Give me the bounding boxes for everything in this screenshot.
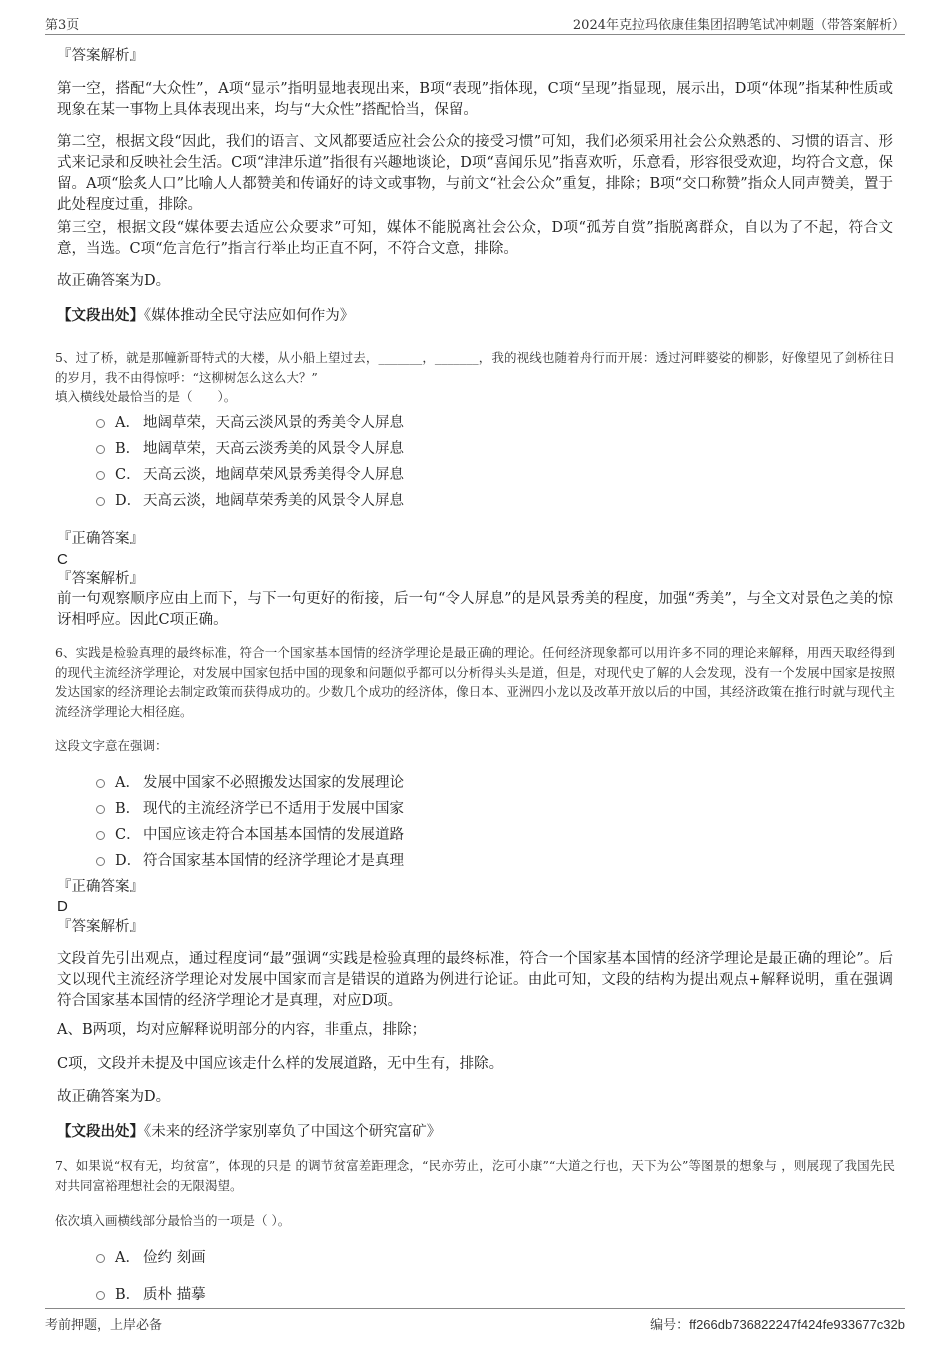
option-label: B． bbox=[115, 1286, 141, 1303]
option-label: C． bbox=[115, 826, 141, 843]
option-text: 质朴 描摹 bbox=[143, 1286, 206, 1303]
question-6-stem: 6、实践是检验真理的最终标准，符合一个国家基本国情的经济学理论是最正确的理论。任何经济现象都可以用许多不同的理论来解释，用西天取经得到的现代主流经济学理论，对发展中国家包括中国的现象和问题似乎都可以分析得头头是道，但是，对现代史了解的人会发现，没有一个发展中国家是按照发达国家的经济理论去制定政策而获得成功的。少数几个成功的经济体，像日本、亚洲四小龙以及改革开放以后的中国，其经济政策在推行时就与现代主流经济学理论大相径庭。 bbox=[55, 645, 895, 719]
option-text: 中国应该走符合本国基本国情的发展道路 bbox=[143, 826, 404, 843]
option-label: B． bbox=[115, 800, 141, 817]
question-5-option-b[interactable] bbox=[96, 436, 404, 458]
question-6-prompt: 这段文字意在强调： bbox=[55, 738, 168, 753]
correct-answer-label: 『正确答案』 bbox=[57, 879, 144, 895]
conclusion-text: 故正确答案为D。 bbox=[57, 1089, 171, 1105]
page-number: 第3页 bbox=[45, 18, 80, 33]
question-7-prompt: 依次填入画横线部分最恰当的一项是（ ）。 bbox=[55, 1213, 291, 1228]
document-id bbox=[650, 1314, 905, 1333]
option-text: 发展中国家不必照搬发达国家的发展理论 bbox=[143, 774, 404, 791]
option-label: D． bbox=[115, 852, 142, 869]
source-key: 【文段出处】 bbox=[57, 1123, 144, 1140]
analysis-label: 『答案解析』 bbox=[57, 48, 144, 64]
question-7-option-a[interactable] bbox=[96, 1245, 206, 1267]
question-6-analysis-1: 文段首先引出观点，通过程度词“最”强调“实践是检验真理的最终标准，符合一个国家基本国情的经济学理论是最正确的理论”。后文以现代主流经济学理论对发展中国家而言是错误的道路为例进行论证。由此可知，文段的结构为提出观点+解释说明，重在强调符合国家基本国情的经济学理论才是真理，对应D项。 bbox=[57, 951, 893, 1009]
option-text: 天高云淡，地阔草荣秀美的风景令人屏息 bbox=[143, 492, 404, 509]
question-6-analysis-2: A、B两项，均对应解释说明部分的内容，非重点，排除； bbox=[57, 1022, 427, 1038]
option-label: C． bbox=[115, 466, 141, 483]
source-line bbox=[57, 1121, 893, 1143]
option-text: 符合国家基本国情的经济学理论才是真理 bbox=[143, 852, 404, 869]
source-title: 《媒体推动全民守法应如何作为》 bbox=[144, 308, 355, 324]
correct-answer-label: 『正确答案』 bbox=[57, 531, 144, 547]
radio-button[interactable] bbox=[96, 497, 105, 506]
option-text: 俭约 刻画 bbox=[143, 1249, 206, 1266]
option-label: A． bbox=[115, 1249, 140, 1266]
analysis-paragraph-3: 第三空，根据文段“媒体要去适应公众要求”可知，媒体不能脱离社会公众，D项“孤芳自赏”指脱离群众，自以为了不起，符合文意，当选。C项“危言危行”指言行举止均正直不阿，不符合文意，排除。 bbox=[57, 220, 893, 257]
question-7-stem: 7、如果说“权有无，均贫富”，体现的只是 的调节贫富差距理念，“民亦劳止，汔可小康”“大道之行也，天下为公”等图景的想象与 ，则展现了我国先民对共同富裕理想社会的无限渴望。 bbox=[55, 1158, 895, 1193]
question-7-option-b[interactable] bbox=[96, 1282, 206, 1304]
question-6-option-c[interactable] bbox=[96, 822, 404, 844]
option-label: D． bbox=[115, 492, 142, 509]
option-label: A． bbox=[115, 414, 140, 431]
conclusion-text: 故正确答案为D。 bbox=[57, 273, 171, 289]
radio-button[interactable] bbox=[96, 1254, 105, 1263]
option-text: 天高云淡，地阔草荣风景秀美得令人屏息 bbox=[143, 466, 404, 483]
page-footer bbox=[45, 1308, 905, 1335]
question-6-option-a[interactable] bbox=[96, 770, 404, 792]
question-6-analysis-3: C项，文段并未提及中国应该走什么样的发展道路，无中生有，排除。 bbox=[57, 1056, 504, 1072]
question-5-prompt: 填入横线处最恰当的是（ ）。 bbox=[55, 389, 237, 404]
question-6-option-d[interactable] bbox=[96, 848, 404, 870]
radio-button[interactable] bbox=[96, 419, 105, 428]
question-5-stem: 5、过了桥，就是那幢新哥特式的大楼，从小船上望过去，_______，_______，我的视线也随着舟行而开展：透过河畔婆娑的柳影，好像望见了剑桥往日的岁月，我不由得惊呼：“这柳树怎么这么大？” bbox=[55, 350, 895, 385]
analysis-label: 『答案解析』 bbox=[57, 919, 144, 935]
radio-button[interactable] bbox=[96, 805, 105, 814]
option-text: 地阔草荣，天高云淡风景的秀美令人屏息 bbox=[143, 414, 404, 431]
option-label: A． bbox=[115, 774, 140, 791]
radio-button[interactable] bbox=[96, 1291, 105, 1300]
radio-button[interactable] bbox=[96, 857, 105, 866]
question-5-option-a[interactable] bbox=[96, 410, 404, 432]
document-id-label: 编号： bbox=[650, 1318, 690, 1333]
radio-button[interactable] bbox=[96, 471, 105, 480]
question-5-option-c[interactable] bbox=[96, 462, 404, 484]
radio-button[interactable] bbox=[96, 779, 105, 788]
question-5-analysis: 前一句观察顺序应由上而下，与下一句更好的衔接，后一句“令人屏息”的是风景秀美的程度，加强“秀美”，与全文对景色之美的惊讶相呼应。因此C项正确。 bbox=[57, 591, 893, 628]
radio-button[interactable] bbox=[96, 445, 105, 454]
question-6-option-b[interactable] bbox=[96, 796, 404, 818]
radio-button[interactable] bbox=[96, 831, 105, 840]
option-label: B． bbox=[115, 440, 141, 457]
document-id-value: ff266db736822247f424fe933677c32b bbox=[689, 1317, 905, 1332]
option-text: 地阔草荣，天高云淡秀美的风景令人屏息 bbox=[143, 440, 404, 457]
analysis-label: 『答案解析』 bbox=[57, 571, 144, 587]
question-5-option-d[interactable] bbox=[96, 488, 404, 510]
source-line bbox=[57, 305, 893, 327]
correct-answer-value: D bbox=[57, 898, 68, 915]
footer-slogan: 考前押题，上岸必备 bbox=[45, 1318, 163, 1333]
correct-answer-value: C bbox=[57, 551, 68, 568]
analysis-paragraph-2: 第二空，根据文段“因此，我们的语言、文风都要适应社会公众的接受习惯”可知，我们必须采用社会公众熟悉的、习惯的语言、形式来记录和反映社会生活。C项“津津乐道”指很有兴趣地谈论，D项“喜闻乐见”指喜欢听，乐意看，形容很受欢迎，均符合文意，保留。A项“脍炙人口”比喻人人都赞美和传诵好的诗文或事物，与前文“社会公众”重复，排除；B项“交口称赞”指众人同声赞美，置于此处程度过重，排除。 bbox=[57, 134, 893, 213]
source-title: 《未来的经济学家别辜负了中国这个研究富矿》 bbox=[144, 1124, 442, 1140]
page-header bbox=[45, 10, 905, 35]
document-title: 2024年克拉玛依康佳集团招聘笔试冲刺题（带答案解析） bbox=[572, 18, 905, 33]
source-key: 【文段出处】 bbox=[57, 307, 144, 324]
analysis-paragraph-1: 第一空，搭配“大众性”，A项“显示”指明显地表现出来，B项“表现”指体现，C项“呈现”指显现，展示出，D项“体现”指某种性质或现象在某一事物上具体表现出来，均与“大众性”搭配恰当，保留。 bbox=[57, 81, 893, 118]
option-text: 现代的主流经济学已不适用于发展中国家 bbox=[143, 800, 404, 817]
